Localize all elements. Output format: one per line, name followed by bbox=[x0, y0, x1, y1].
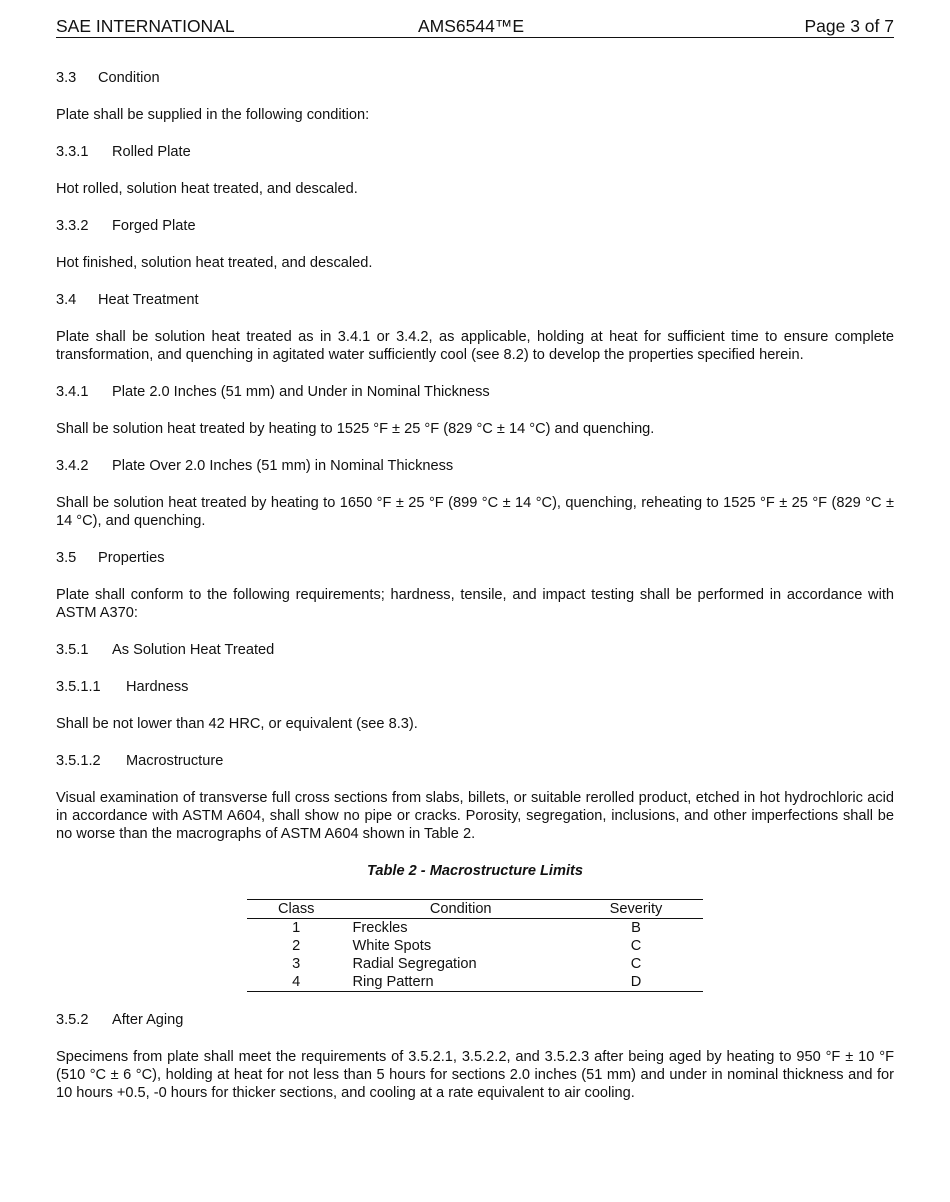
section-heading bbox=[56, 641, 894, 659]
document-body bbox=[56, 69, 894, 1121]
section-heading bbox=[56, 69, 894, 87]
page-header bbox=[56, 16, 894, 38]
section-number: 3.4.1 bbox=[56, 384, 89, 400]
section-title: Condition bbox=[98, 70, 160, 86]
section-title: Plate Over 2.0 Inches (51 mm) in Nominal Thickness bbox=[112, 458, 454, 474]
section-number: 3.3.1 bbox=[56, 144, 89, 160]
table-header-row bbox=[247, 900, 703, 919]
cell-severity: D bbox=[569, 973, 703, 992]
section-title: Heat Treatment bbox=[98, 292, 199, 308]
section-number: 3.4.2 bbox=[56, 458, 89, 474]
cell-class: 2 bbox=[292, 938, 301, 954]
table-row bbox=[247, 973, 703, 992]
cell-class: 4 bbox=[247, 973, 345, 992]
cell-condition: Freckles bbox=[352, 920, 408, 936]
section-number: 3.5.2 bbox=[56, 1012, 89, 1028]
table-caption: Table 2 - Macrostructure Limits bbox=[367, 863, 583, 879]
header-document-number: AMS6544™E bbox=[418, 16, 525, 36]
section-heading bbox=[56, 752, 894, 770]
section-title: Macrostructure bbox=[126, 753, 224, 769]
section-heading bbox=[56, 383, 894, 401]
column-header-condition: Condition bbox=[345, 900, 569, 919]
section-number: 3.5.1.2 bbox=[56, 753, 101, 769]
section-title: As Solution Heat Treated bbox=[112, 642, 275, 658]
column-header-severity: Severity bbox=[569, 900, 703, 919]
paragraph: Hot finished, solution heat treated, and descaled. bbox=[56, 255, 373, 271]
cell-condition: White Spots bbox=[352, 938, 432, 954]
paragraph: Plate shall conform to the following requirements; hardness, tensile, and impact testing shall be performed in accordance with ASTM A370: bbox=[56, 587, 894, 621]
cell-severity: C bbox=[630, 956, 642, 972]
section-title: Plate 2.0 Inches (51 mm) and Under in Nominal Thickness bbox=[112, 384, 490, 400]
cell-class: 1 bbox=[292, 920, 301, 936]
section-heading bbox=[56, 291, 894, 309]
section-title: After Aging bbox=[112, 1012, 184, 1028]
section-number: 3.5 bbox=[56, 550, 77, 566]
column-header-class: Class bbox=[247, 900, 345, 919]
section-title: Properties bbox=[98, 550, 165, 566]
header-organization: SAE INTERNATIONAL bbox=[56, 16, 235, 36]
table-row bbox=[247, 955, 703, 973]
macrostructure-limits-table bbox=[247, 899, 703, 992]
cell-condition: Ring Pattern bbox=[345, 973, 569, 992]
section-heading bbox=[56, 457, 894, 475]
section-title: Hardness bbox=[126, 679, 189, 695]
section-number: 3.3.2 bbox=[56, 218, 89, 234]
section-number: 3.3 bbox=[56, 70, 77, 86]
section-title: Forged Plate bbox=[112, 218, 196, 234]
cell-severity: B bbox=[631, 920, 641, 936]
paragraph: Shall be not lower than 42 HRC, or equivalent (see 8.3). bbox=[56, 716, 418, 732]
table-row bbox=[247, 937, 703, 955]
paragraph: Specimens from plate shall meet the requirements of 3.5.2.1, 3.5.2.2, and 3.5.2.3 after being aged by heating to 950 °F ± 10 °F (510 °C ± 6 °C), holding at heat for not less than 5 hours for sections 2.0 inches (51 mm) and under in nominal thickness and for 10 hours +0.5, -0 hours for thicker sections, and cooling at a rate equivalent to air cooling. bbox=[56, 1049, 894, 1101]
section-title: Rolled Plate bbox=[112, 144, 191, 160]
paragraph: Hot rolled, solution heat treated, and descaled. bbox=[56, 181, 358, 197]
section-number: 3.5.1 bbox=[56, 642, 89, 658]
section-heading bbox=[56, 217, 894, 235]
cell-condition: Radial Segregation bbox=[352, 956, 477, 972]
paragraph: Plate shall be solution heat treated as in 3.4.1 or 3.4.2, as applicable, holding at heat for sufficient time to ensure complete transformation, and quenching in agitated water sufficiently cool (see 8.2) to develop the properties specified herein. bbox=[56, 329, 894, 363]
table-row bbox=[247, 919, 703, 938]
section-number: 3.4 bbox=[56, 292, 77, 308]
section-heading bbox=[56, 678, 894, 696]
section-number: 3.5.1.1 bbox=[56, 679, 101, 695]
paragraph: Shall be solution heat treated by heating to 1525 °F ± 25 °F (829 °C ± 14 °C) and quenching. bbox=[56, 421, 655, 437]
header-page-number: Page 3 of 7 bbox=[804, 16, 894, 36]
cell-class: 3 bbox=[292, 956, 301, 972]
section-heading bbox=[56, 1011, 894, 1029]
section-heading bbox=[56, 143, 894, 161]
section-heading bbox=[56, 549, 894, 567]
paragraph: Shall be solution heat treated by heating to 1650 °F ± 25 °F (899 °C ± 14 °C), quenching, reheating to 1525 °F ± 25 °F (829 °C ± 14 °C), and quenching. bbox=[56, 495, 894, 529]
cell-severity: C bbox=[630, 938, 642, 954]
paragraph: Plate shall be supplied in the following condition: bbox=[56, 107, 370, 123]
paragraph: Visual examination of transverse full cross sections from slabs, billets, or suitable rerolled product, etched in hot hydrochloric acid in accordance with ASTM A604, shall show no pipe or cracks. Porosity, segregation, inclusions, and other imperfections shall be no worse than the macrographs of ASTM A604 shown in Table 2. bbox=[56, 790, 894, 842]
